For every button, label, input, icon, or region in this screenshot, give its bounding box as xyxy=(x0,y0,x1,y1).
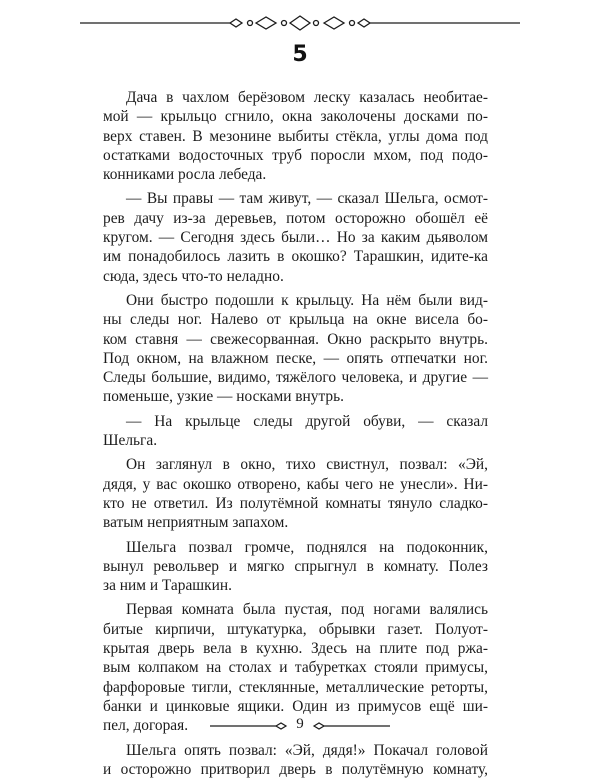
text-line: верх ставен. В мезонине выбиты стёкла, углы дома под xyxy=(103,127,488,145)
text-line: вынул револьвер и мягко спрыгнул в комнату. Полез xyxy=(103,557,488,575)
text-line: Первая комната была пустая, под ногами валялись xyxy=(126,601,488,619)
text-line: крытая дверь вела в кухню. Здесь на плите под ржа- xyxy=(103,640,488,658)
text-line: Шельга опять позвал: «Эй, дядя!» Покачал головой xyxy=(126,741,488,759)
text-line: Следы большие, видимо, тяжёлого человека, и другие — xyxy=(103,369,488,387)
text-line: и осторожно притворил дверь в полутёмную комнату, xyxy=(103,760,488,778)
text-line: ватым неприятным запахом. xyxy=(103,514,289,532)
text-line: конниками росла лебеда. xyxy=(103,166,267,184)
page-number: 9 xyxy=(296,716,304,732)
text-line: ком ставня — свежесорванная. Окно раскрыто внутрь. xyxy=(103,330,488,348)
text-line: — Вы правы — там живут, — сказал Шельга, осмот- xyxy=(126,190,488,208)
text-line: Он заглянул в окно, тихо свистнул, позвал: «Эй, xyxy=(126,456,488,474)
text-line: Под окном, на влажном песке, — опять отпечатки ног. xyxy=(103,349,488,367)
text-line: рев дачу из-за деревьев, потом осторожно обошёл её xyxy=(103,209,488,227)
text-line: остатками водосточных труб поросли мхом, под подо- xyxy=(103,146,488,164)
top-ornament-divider xyxy=(80,10,520,36)
paragraph xyxy=(103,291,488,407)
text-line: Шельга. xyxy=(103,432,158,450)
paragraph xyxy=(103,412,488,451)
text-line: банки и цинковые ящики. Один из примусов ещё ши- xyxy=(103,697,488,715)
text-line: Шельга позвал громче, поднялся на подоконник, xyxy=(126,538,488,556)
text-line: пел, догорая. xyxy=(103,717,189,735)
text-line: им понадобилось лазить в окошко? Тарашкин, идите-ка xyxy=(103,248,488,266)
chapter-body-text xyxy=(103,88,488,784)
chapter-number: 5 xyxy=(292,42,308,67)
text-line: мой — крыльцо сгнило, окна заколочены досками по- xyxy=(103,108,488,126)
text-line: — На крыльце следы другой обуви, — сказал xyxy=(126,412,488,430)
text-line: кругом. — Сегодня здесь были… Но за каким дьяволом xyxy=(103,229,488,247)
paragraph xyxy=(103,88,488,184)
text-line: дядя, у вас окошко отворено, кабы чего не унесли». Ни- xyxy=(103,475,488,493)
text-line: фарфоровые тигли, стеклянные, металлические реторты, xyxy=(103,678,488,696)
text-line: Дача в чахлом берёзовом леску казалась необитае- xyxy=(126,89,488,106)
paragraph xyxy=(103,189,488,285)
text-line: сюда, здесь что-то неладно. xyxy=(103,267,284,285)
paragraph xyxy=(103,455,488,532)
paragraph xyxy=(103,741,488,780)
text-line: Они быстро подошли к крыльцу. На нём были вид- xyxy=(126,291,488,309)
text-line: кто не ответил. Из полутёмной комнаты тянуло сладко- xyxy=(103,494,488,512)
text-line: битые кирпичи, штукатурка, обрывки газет. Полуот- xyxy=(103,620,488,638)
text-line: ны следы ног. Налево от крыльца на окне висела бо- xyxy=(103,311,488,329)
text-line: за ним и Тарашкин. xyxy=(103,577,232,595)
text-line: поменьше, узкие — носками внутрь. xyxy=(103,388,344,406)
text-line: вым колпаком на столах и табуретках стояли примусы, xyxy=(103,659,488,677)
paragraph xyxy=(103,538,488,596)
